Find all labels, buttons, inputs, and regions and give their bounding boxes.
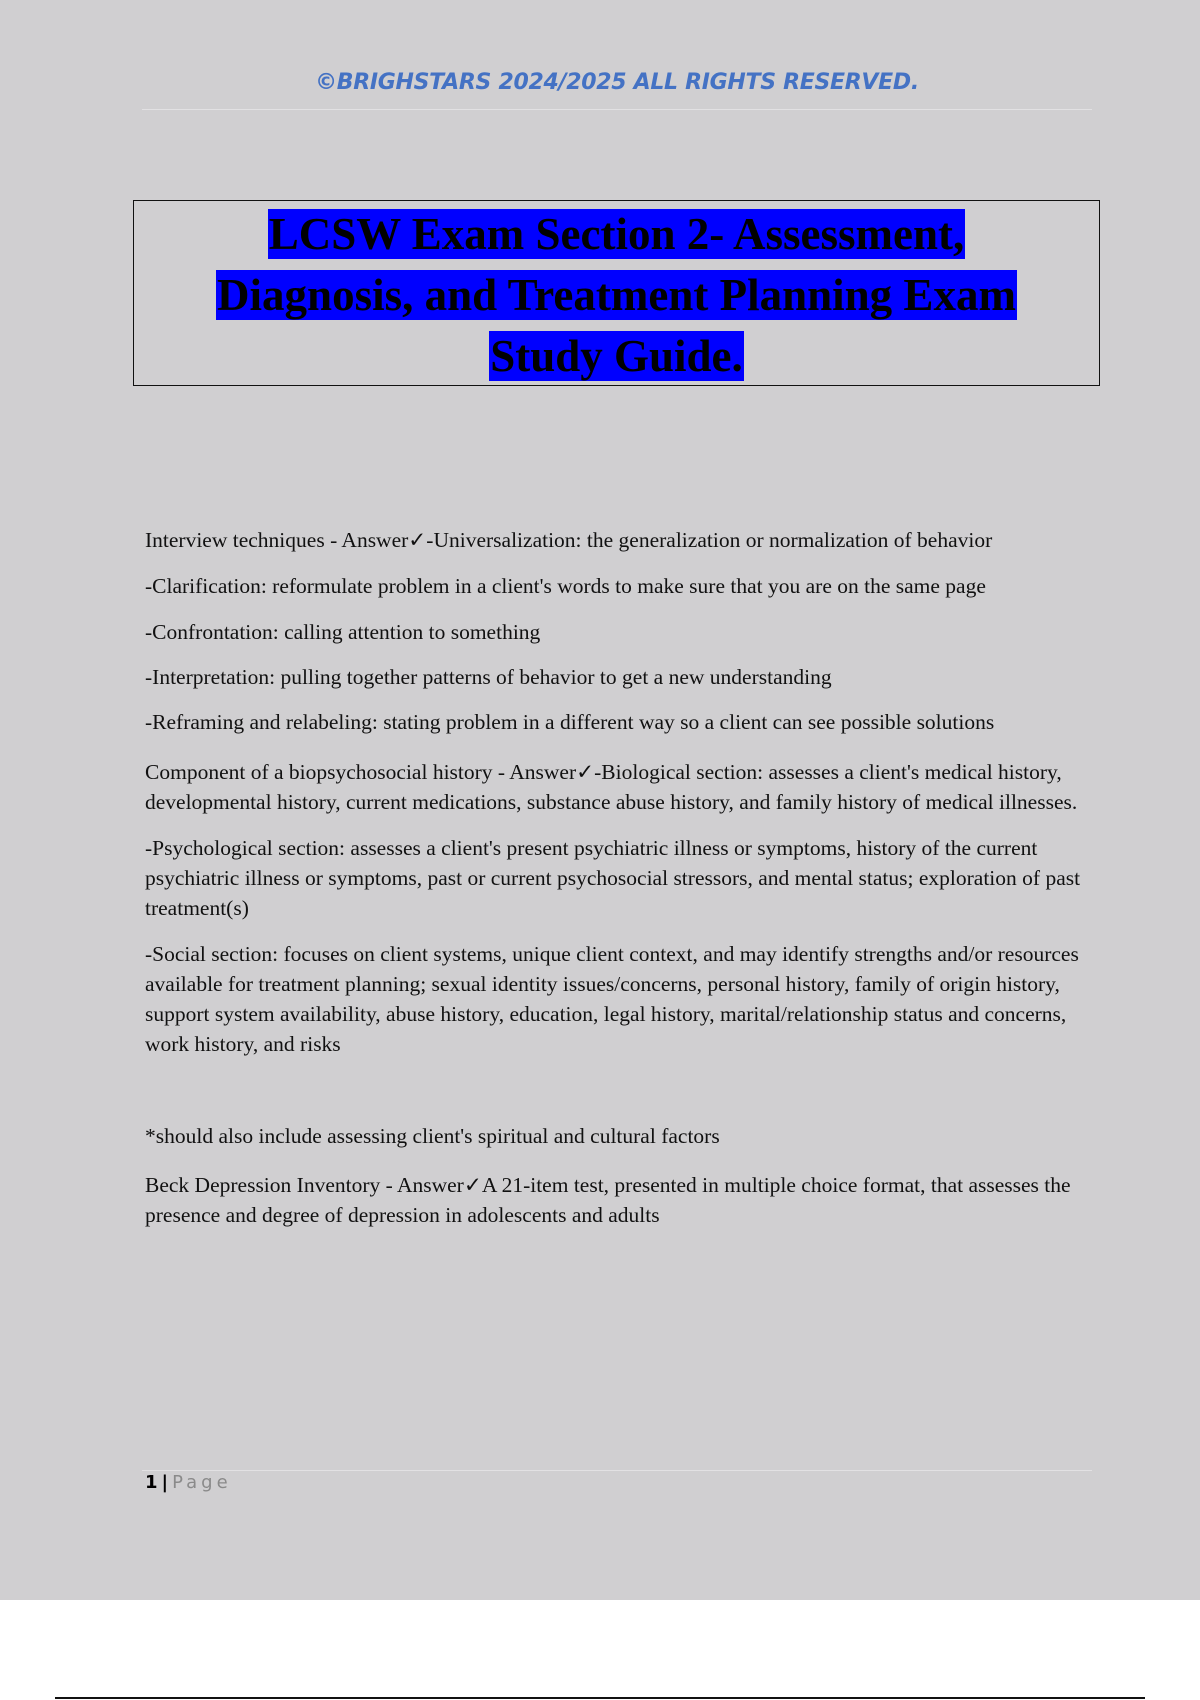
document-body	[145, 525, 1090, 1230]
bottom-rule	[55, 1697, 1145, 1699]
paragraph-confrontation: -Confrontation: calling attention to something	[145, 620, 541, 644]
title-line-3: Study Guide.	[490, 331, 743, 381]
title-box	[133, 200, 1100, 386]
paragraph-reframing: -Reframing and relabeling: stating problem in a different way so a client can see possible solutions	[145, 710, 995, 734]
header-divider	[142, 109, 1092, 110]
title-line-2: Diagnosis, and Treatment Planning Exam	[217, 270, 1016, 320]
paragraph-beck-inventory: Beck Depression Inventory - Answer✓A 21-item test, presented in multiple choice format, that assesses the presence and degree of depression in adolescents and adults	[145, 1173, 1071, 1227]
paragraph-psychological: -Psychological section: assesses a client's present psychiatric illness or symptoms, history of the current psychiatric illness or symptoms, past or current psychosocial stressors, and mental status; exploration of past treatment(s)	[145, 836, 1081, 920]
page-label: Page	[172, 1472, 232, 1493]
document-title	[134, 204, 1099, 387]
paragraph-spiritual-note: *should also include assessing client's spiritual and cultural factors	[145, 1124, 720, 1148]
paragraph-clarification: -Clarification: reformulate problem in a client's words to make sure that you are on the same page	[145, 574, 986, 598]
page-number-separator: |	[161, 1472, 169, 1493]
page-number	[145, 1472, 232, 1493]
copyright-header: ©BRIGHSTARS 2024/2025 ALL RIGHTS RESERVED.	[315, 70, 919, 95]
paragraph-interview-techniques: Interview techniques - Answer✓-Universalization: the generalization or normalization of behavior	[145, 528, 993, 552]
page-number-value: 1	[145, 1472, 158, 1493]
title-line-1: LCSW Exam Section 2- Assessment,	[268, 209, 965, 259]
paragraph-biopsychosocial: Component of a biopsychosocial history - Answer✓-Biological section: assesses a client's medical history, developmental history, current medications, substance abuse history, and family history of medical illnesses.	[145, 760, 1078, 814]
paragraph-social: -Social section: focuses on client systems, unique client context, and may identify strengths and/or resources available for treatment planning; sexual identity issues/concerns, personal history, family of origin history, support system availability, abuse history, education, legal history, marital/relationship status and concerns, work history, and risks	[145, 942, 1079, 1056]
paragraph-interpretation: -Interpretation: pulling together patterns of behavior to get a new understanding	[145, 665, 832, 689]
footer-divider	[142, 1470, 1092, 1471]
